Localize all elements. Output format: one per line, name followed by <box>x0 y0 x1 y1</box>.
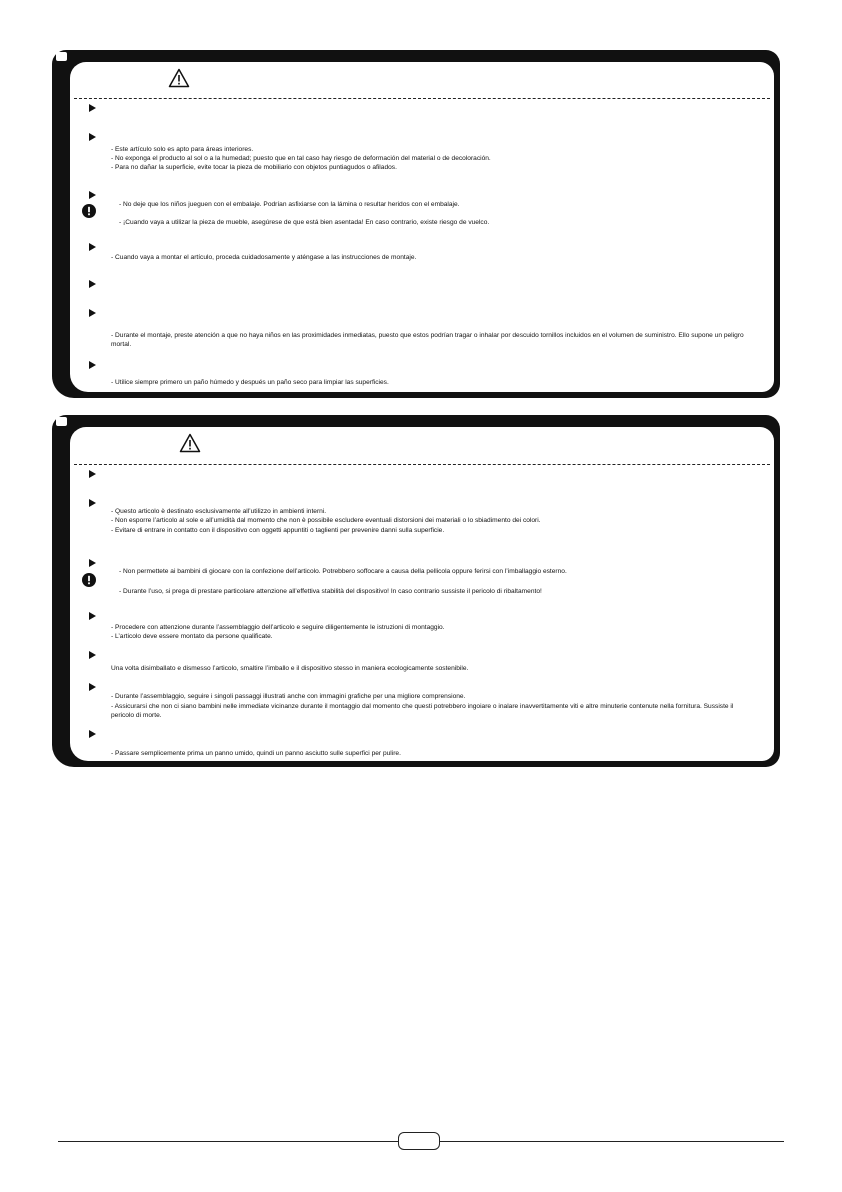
arrow-bullet-icon <box>89 499 96 507</box>
text-line: - Durante l’uso, si prega di prestare particolare attenzione all’effettiva stabilità del dispositivo! In caso contrario sussiste il pericolo di ribaltamento! <box>119 588 542 595</box>
text-line: - L’articolo deve essere montato da persone qualificate. <box>111 633 273 640</box>
arrow-bullet-icon <box>89 309 96 317</box>
arrow-bullet-icon <box>89 651 96 659</box>
arrow-bullet-icon <box>89 612 96 620</box>
text-line: - Cuando vaya a montar el artículo, proceda cuidadosamente y aténgase a las instrucciones de montaje. <box>111 254 417 261</box>
exclamation-circle-icon <box>82 573 96 587</box>
arrow-bullet-icon <box>89 243 96 251</box>
exclamation-circle-icon <box>82 204 96 218</box>
text-line: - Para no dañar la superficie, evite tocar la pieza de mobiliario con objetos puntiagudos o afilados. <box>111 164 397 171</box>
text-line: - Questo articolo è destinato esclusivamente all’utilizzo in ambienti interni. <box>111 508 327 515</box>
panel-sheet <box>70 62 774 392</box>
language-badge <box>56 52 67 61</box>
text-line: - Non esporre l’articolo al sole e all’umidità dal momento che non è possibile escludere eventuali distorsioni dei materiali o lo sbiadimento dei colori. <box>111 517 541 524</box>
arrow-bullet-icon <box>89 730 96 738</box>
arrow-bullet-icon <box>89 104 96 112</box>
text-line: - Passare semplicemente prima un panno umido, quindi un panno asciutto sulle superfici per pulire. <box>111 750 401 757</box>
text-line: - Durante el montaje, preste atención a que no haya niños en las proximidades inmediatas, puesto que estos podrían tragar o inhalar por descuido tornillos incluidos en el volumen de suministro. Ello supone un peligro mortal. <box>111 332 744 348</box>
text-line: - Assicurarsi che non ci siano bambini nelle immediate vicinanze durante il montaggio dal momento che questi potrebbero ingoiare o inalare inavvertitamente viti e altre minuterie contenute nella fornitura. Sussiste il pericolo di morte. <box>111 703 734 719</box>
page-number-tab <box>398 1132 440 1150</box>
footer-rule-right <box>438 1141 784 1142</box>
text-line: - Evitare di entrare in contatto con il dispositivo con oggetti appuntiti o taglienti per prevenire danni sulla superficie. <box>111 527 445 534</box>
text-line: - No deje que los niños jueguen con el embalaje. Podrían asfixiarse con la lámina o resultar heridos con el embalaje. <box>119 201 460 208</box>
arrow-bullet-icon <box>89 361 96 369</box>
text-line: - Utilice siempre primero un paño húmedo y después un paño seco para limpiar las superficies. <box>111 379 389 386</box>
warning-triangle-icon <box>168 68 190 88</box>
text-line: - Este artículo solo es apto para áreas interiores. <box>111 146 254 153</box>
arrow-bullet-icon <box>89 191 96 199</box>
dashed-divider <box>74 98 770 99</box>
arrow-bullet-icon <box>89 559 96 567</box>
text-line: Una volta disimballato e dismesso l’articolo, smaltire l’imballo e il dispositivo stesso in maniera ecologicamente sostenibile. <box>111 665 469 672</box>
footer-rule-left <box>58 1141 398 1142</box>
arrow-bullet-icon <box>89 470 96 478</box>
dashed-divider <box>74 464 770 465</box>
panel-sheet <box>70 427 774 761</box>
text-line: - ¡Cuando vaya a utilizar la pieza de mueble, asegúrese de que está bien asentada! En caso contrario, existe riesgo de vuelco. <box>119 219 490 226</box>
italian-safety-panel <box>52 415 780 767</box>
arrow-bullet-icon <box>89 133 96 141</box>
arrow-bullet-icon <box>89 683 96 691</box>
text-line: - Non permettete ai bambini di giocare con la confezione dell’articolo. Potrebbero soffocare a causa della pellicola oppure ferirsi con l’imballaggio esterno. <box>119 568 567 575</box>
text-line: - Durante l’assemblaggio, seguire i singoli passaggi illustrati anche con immagini grafiche per una migliore comprensione. <box>111 693 466 700</box>
arrow-bullet-icon <box>89 280 96 288</box>
language-badge <box>56 417 67 426</box>
spanish-safety-panel <box>52 50 780 398</box>
text-line: - Procedere con attenzione durante l’assemblaggio dell’articolo e seguire diligentemente le istruzioni di montaggio. <box>111 624 445 631</box>
text-line: - No exponga el producto al sol o a la humedad; puesto que en tal caso hay riesgo de deformación del material o de decoloración. <box>111 155 491 162</box>
warning-triangle-icon <box>179 433 201 453</box>
